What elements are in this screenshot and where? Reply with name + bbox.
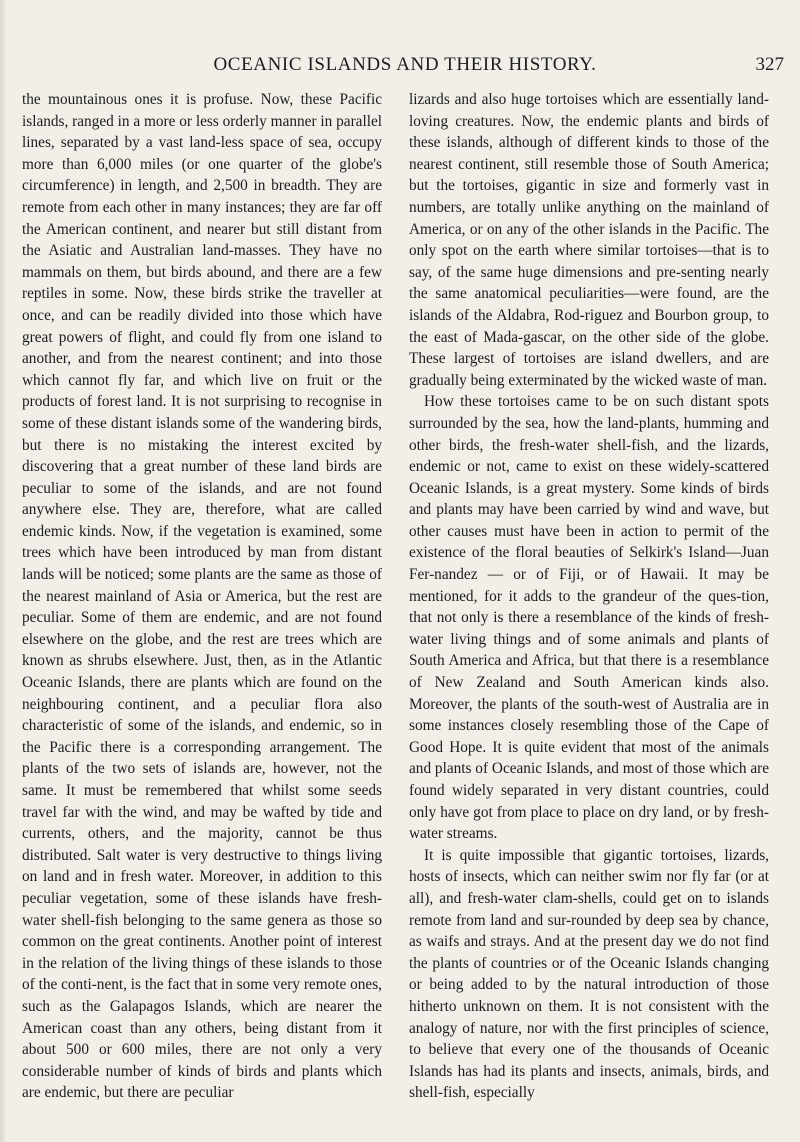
right-paragraph-1: lizards and also huge tortoises which are essentially land-loving creatures. Now, the endemic plants and birds of these islands, although of different kinds to those of the nearest continent, still resemble those of South America; but the tortoises, gigantic in size and formerly vast in numbers, are totally unlike anything on the mainland of America, or on any of the other islands in the Pacific. The only spot on the earth where similar tortoises—that is to say, of the same huge dimensions and pre-senting nearly the same anatomical peculiarities—were found, are the islands of the Aldabra, Rod-riguez and Bourbon group, to the east of Mada-gascar, on the other side of the globe. These largest of tortoises are island dwellers, and are gradually being exterminated by the wicked waste of man. [409, 91, 769, 389]
left-column [22, 89, 382, 1104]
right-paragraph-2: How these tortoises came to be on such distant spots surrounded by the sea, how the land-plants, humming and other birds, the fresh-water shell-fish, and the lizards, endemic or not, came to exist on these widely-scattered Oceanic Islands, is a great mystery. Some kinds of birds and plants may have been carried by wind and wave, but other causes must have been in action to permit of the existence of the floral beauties of Selkirk's Island—Juan Fer-nandez — or of Fiji, or of Hawaii. It may be mentioned, for it adds to the grandeur of the ques-tion, that not only is there a resemblance of the kinds of fresh-water living things and of some animals and plants of South America and Africa, but that there is a resemblance of New Zealand and South American kinds also. Moreover, the plants of the south-west of Australia are in some instances closely resembling those of the Cape of Good Hope. It is quite evident that most of the animals and plants of Oceanic Islands, and most of those which are found widely separated in very distant countries, could only have got from place to place on dry land, or by fresh-water streams. [409, 393, 769, 843]
right-column [409, 89, 769, 1104]
running-title: OCEANIC ISLANDS AND THEIR HISTORY. [213, 54, 597, 75]
page-header [20, 54, 790, 78]
right-paragraph-3: It is quite impossible that gigantic tortoises, lizards, hosts of insects, which can neither swim nor fly far (or at all), and fresh-water clam-shells, could get on to islands remote from land and sur-rounded by deep sea by chance, as waifs and strays. And at the present day we do not find the plants of countries or of the Oceanic Islands changing or being added to by the natural introduction of those hitherto unknown on them. It is not consistent with the analogy of nature, nor with the first principles of science, to believe that every one of the thousands of Oceanic Islands has had its plants and insects, animals, birds, and shell-fish, especially [409, 846, 769, 1102]
page-binding-edge [0, 0, 6, 1142]
left-paragraph-1: the mountainous ones it is profuse. Now, these Pacific islands, ranged in a more or less orderly manner in parallel lines, separated by a vast land-less space of sea, occupy more than 6,000 miles (or one quarter of the globe's circumference) in length, and 2,500 in breadth. They are remote from each other in many instances; they are far off the American continent, and nearer but still distant from the Asiatic and Australian land-masses. They have no mammals on them, but birds abound, and there are a few reptiles in some. Now, these birds strike the traveller at once, and can be readily divided into those which have great powers of flight, and could fly from one island to another, and from the nearest continent; and into those which cannot fly far, and which live on fruit or the products of forest land. It is not surprising to recognise in some of these distant islands some of the wandering birds, but there is no mistaking the interest excited by discovering that a great number of these land birds are peculiar to some of the islands, and are not found anywhere else. They are, therefore, what are called endemic kinds. Now, if the vegetation is examined, some trees which have been introduced by man from distant lands will be noticed; some plants are the same as those of the nearest mainland of Asia or America, but the rest are peculiar. Some of them are endemic, and are not found elsewhere on the globe, and the rest are trees which are known as shrubs elsewhere. Just, then, as in the Atlantic Oceanic Islands, there are plants which are found on the neighbouring continent, and a peculiar flora also characteristic of some of the islands, and endemic, so in the Pacific there is a corresponding arrangement. The plants of the two sets of islands are, however, not the same. It must be remembered that whilst some seeds travel far with the wind, and may be wafted by tide and currents, others, and the majority, cannot be thus distributed. Salt water is very destructive to things living on land and in fresh water. Moreover, in addition to this peculiar vegetation, some of these islands have fresh-water shell-fish belonging to the same genera as those so common on the great continents. Another point of interest in the relation of the living things of these islands to those of the conti-nent, is the fact that in some very remote ones, such as the Galapagos Islands, which are nearer the American coast than any others, being distant from it about 500 or 600 miles, there are not only a very considerable number of kinds of birds and plants which are endemic, but there are peculiar [22, 91, 382, 1102]
page-number: 327 [755, 54, 784, 75]
